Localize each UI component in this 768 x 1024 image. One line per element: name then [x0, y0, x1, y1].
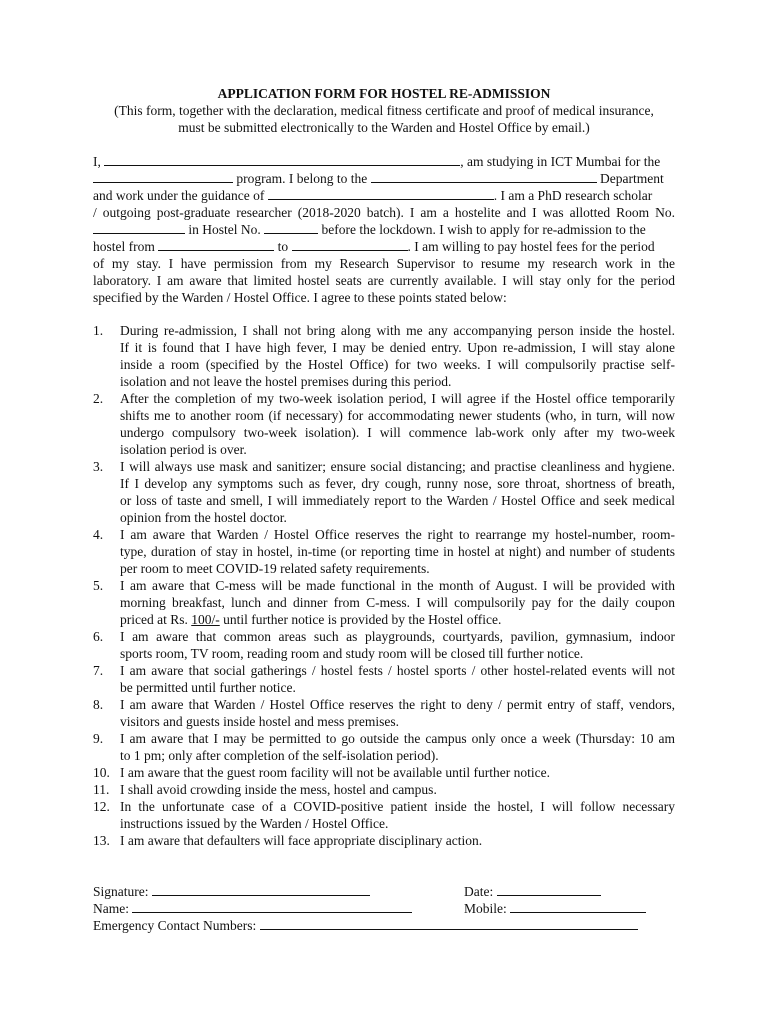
point-number: 2.: [93, 391, 104, 406]
point-number: 11.: [93, 782, 110, 797]
point-1-line: isolation and not leave the hostel premises during this period.: [120, 374, 452, 389]
point-9-line: to 1 pm; only after completion of the self-isolation period).: [120, 748, 439, 763]
room-no-blank[interactable]: [93, 221, 185, 234]
to-date-blank[interactable]: [292, 238, 408, 251]
decl-line-1: I, , am studying in ICT Mumbai for the: [93, 154, 661, 169]
point-number: 4.: [93, 527, 104, 542]
point-5-line: priced at Rs. 100/- until further notice is provided by the Hostel office.: [120, 612, 502, 627]
signature-field: Signature:: [93, 883, 370, 900]
point-12-line: instructions issued by the Warden / Hostel Office.: [120, 816, 389, 831]
point-3-line: If I develop any symptoms such as fever, dry cough, runny nose, sore throat, shortness of breath,: [120, 476, 675, 491]
mobile-blank[interactable]: [510, 900, 646, 913]
signature-blank[interactable]: [152, 883, 370, 896]
point-12-line: In the unfortunate case of a COVID-positive patient inside the hostel, I will follow necessary: [120, 799, 675, 814]
emergency-field: Emergency Contact Numbers:: [93, 917, 638, 934]
point-9-line: I am aware that I may be permitted to go outside the campus only once a week (Thursday: 10 am: [120, 731, 675, 746]
guide-blank[interactable]: [268, 187, 494, 200]
point-4-line: type, duration of stay in hostel, in-time (or reporting time in hostel at night) and number of students: [120, 544, 675, 559]
applicant-name-blank[interactable]: [104, 153, 460, 166]
point-1-line: inside a room (specified by the Hostel Office) for two weeks. I will compulsorily practise self-: [120, 357, 675, 372]
decl-line-2: program. I belong to the Department: [93, 170, 664, 187]
subtitle-line-2: must be submitted electronically to the Warden and Hostel Office by email.): [178, 120, 590, 135]
point-10-line: I am aware that the guest room facility will not be available until further notice.: [120, 765, 550, 780]
point-6-line: I am aware that common areas such as playgrounds, courtyards, pavilion, gymnasium, indoor: [120, 629, 675, 644]
point-number: 8.: [93, 697, 104, 712]
from-date-blank[interactable]: [158, 238, 274, 251]
point-3-line: opinion from the hostel doctor.: [120, 510, 287, 525]
point-7-line: I am aware that social gatherings / hostel fests / hostel sports / other hostel-related events will not: [120, 663, 675, 678]
point-number: 12.: [93, 799, 110, 814]
point-8-line: I am aware that Warden / Hostel Office reserves the right to deny / permit entry of staff, vendors,: [120, 697, 675, 712]
coupon-price: 100/-: [191, 612, 220, 627]
point-number: 9.: [93, 731, 104, 746]
point-number: 7.: [93, 663, 104, 678]
point-13-line: I am aware that defaulters will face appropriate disciplinary action.: [120, 833, 483, 848]
subtitle-line-1: (This form, together with the declaration, medical fitness certificate and proof of medical insurance,: [114, 103, 654, 118]
point-number: 13.: [93, 833, 110, 848]
decl-line-5: in Hostel No. before the lockdown. I wish to apply for re-admission to the: [93, 221, 646, 238]
point-4-line: per room to meet COVID-19 related safety requirements.: [120, 561, 430, 576]
point-6-line: sports room, TV room, reading room and study room will be closed till further notice.: [120, 646, 584, 661]
decl-line-3: and work under the guidance of . I am a PhD research scholar: [93, 188, 653, 203]
name-field: Name:: [93, 900, 412, 917]
decl-line-9: specified by the Warden / Hostel Office. I agree to these points stated below:: [93, 290, 507, 305]
point-2-line: undergo compulsory two-week isolation). I will commence lab-work only after my two-week: [120, 425, 675, 440]
point-5-line: morning breakfast, lunch and dinner from C-mess. I will compulsorily pay for the daily coupon: [120, 595, 675, 610]
form-title: APPLICATION FORM FOR HOSTEL RE-ADMISSION: [217, 86, 551, 101]
program-blank[interactable]: [93, 170, 233, 183]
point-number: 1.: [93, 323, 104, 338]
point-2-line: After the completion of my two-week isolation period, I will agree if the Hostel office temporarily: [120, 391, 675, 406]
point-number: 3.: [93, 459, 104, 474]
mobile-field: Mobile:: [464, 900, 646, 917]
point-number: 6.: [93, 629, 104, 644]
point-1-line: During re-admission, I shall not bring along with me any accompanying person inside the hostel.: [120, 323, 675, 338]
date-blank[interactable]: [497, 883, 601, 896]
point-number: 5.: [93, 578, 104, 593]
decl-line-8: laboratory. I am aware that limited hostel seats are currently available. I will stay only for the period: [93, 273, 675, 288]
emergency-contact-blank[interactable]: [260, 917, 638, 930]
point-11-line: I shall avoid crowding inside the mess, hostel and campus.: [120, 782, 437, 797]
point-2-line: shifts me to another room (if necessary) for accommodating newer students (who, in turn, will now: [120, 408, 675, 423]
point-4-line: I am aware that Warden / Hostel Office reserves the right to rearrange my hostel-number, room-: [120, 527, 675, 542]
decl-line-6: hostel from to . I am willing to pay hostel fees for the period: [93, 239, 655, 254]
hostel-no-blank[interactable]: [264, 221, 318, 234]
point-5-line: I am aware that C-mess will be made functional in the month of August. I will be provided with: [120, 578, 675, 593]
decl-line-4: / outgoing post-graduate researcher (2018-2020 batch). I am a hostelite and I was allotted Room No.: [93, 205, 675, 220]
point-1-line: If it is found that I have high fever, I may be denied entry. Upon re-admission, I will stay alone: [120, 340, 675, 355]
point-3-line: I will always use mask and sanitizer; ensure social distancing; and practise cleanliness and hygiene.: [120, 459, 675, 474]
point-7-line: be permitted until further notice.: [120, 680, 296, 695]
decl-line-7: of my stay. I have permission from my Research Supervisor to resume my research work in the: [93, 256, 675, 271]
point-2-line: isolation period is over.: [120, 442, 247, 457]
point-3-line: or loss of taste and smell, I will immediately report to the Warden / Hostel Office and seek medical: [120, 493, 675, 508]
date-field: Date:: [464, 883, 601, 900]
point-8-line: visitors and guests inside hostel and mess premises.: [120, 714, 399, 729]
department-blank[interactable]: [371, 170, 597, 183]
point-number: 10.: [93, 765, 110, 780]
name-blank[interactable]: [132, 900, 412, 913]
